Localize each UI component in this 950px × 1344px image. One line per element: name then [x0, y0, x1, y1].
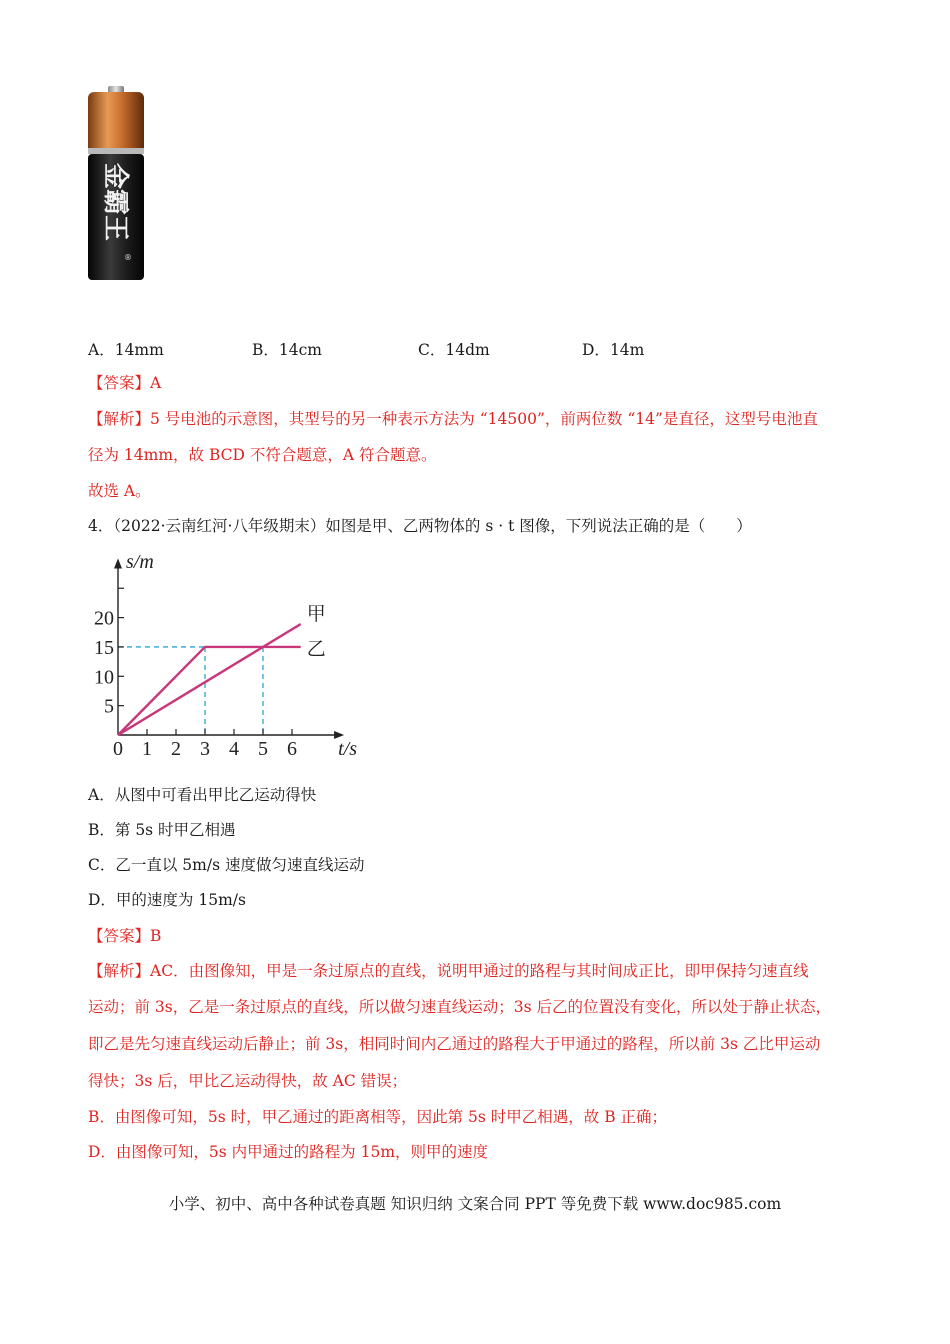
- q3-answer: 【答案】A: [88, 374, 162, 392]
- q3-analysis-line-3: 故选 A。: [88, 482, 151, 500]
- series-label-yi: 乙: [306, 637, 326, 660]
- x-axis-label: t/s: [338, 738, 358, 760]
- q3-option-a: A．14mm: [88, 341, 164, 359]
- q4-analysis-line-5: B．由图像可知，5s 时，甲乙通过的距离相等，因此第 5s 时甲乙相遇，故 B 正确；: [88, 1108, 668, 1126]
- x-tick-label-0: 0: [113, 738, 123, 760]
- q4-analysis-line-4: 得快；3s 后，甲比乙运动得快，故 AC 错误；: [88, 1072, 408, 1090]
- page-footer: 小学、初中、高中各种试卷真题 知识归纳 文案合同 PPT 等免费下载 www.doc985.com: [168, 1195, 782, 1213]
- q3-options: [88, 338, 848, 358]
- battery-image: [86, 86, 146, 282]
- y-tick-label-5: 5: [104, 695, 114, 718]
- q4-answer: 【答案】B: [88, 927, 162, 945]
- q3-option-c: C．14dm: [418, 341, 490, 359]
- q4-option-b: B．第 5s 时甲乙相遇: [88, 821, 236, 839]
- q4-option-c: C．乙一直以 5m/s 速度做匀速直线运动: [88, 856, 365, 874]
- q4-option-d: D．甲的速度为 15m/s: [88, 891, 246, 909]
- series-line-jia: [118, 624, 301, 735]
- q3-option-b: B．14cm: [252, 341, 322, 359]
- x-tick-label-4: 4: [229, 738, 239, 760]
- battery-brand-text: 金霸王: [100, 162, 130, 242]
- q3-analysis-line-2: 径为 14mm，故 BCD 不符合题意，A 符合题意。: [88, 446, 437, 464]
- s-t-chart: [86, 542, 386, 774]
- q4-analysis-line-6: D．由图像可知，5s 内甲通过的路程为 15m，则甲的速度: [88, 1143, 489, 1161]
- q4-stem: 4．（2022·云南红河·八年级期末）如图是甲、乙两物体的 s · t 图像，下列说法正确的是（ ）: [88, 517, 752, 535]
- q4-analysis-line-3: 即乙是先匀速直线运动后静止；前 3s，相同时间内乙通过的路程大于甲通过的路程，所以前 3s 乙比甲运动: [88, 1035, 821, 1053]
- y-axis-arrow: [114, 559, 122, 569]
- series-line-yi: [118, 647, 301, 735]
- y-axis-label: s/m: [126, 551, 154, 573]
- x-tick-label-1: 1: [142, 738, 152, 760]
- y-tick-label-10: 10: [94, 666, 114, 689]
- x-tick-label-3: 3: [200, 738, 210, 760]
- q3-option-d: D．14m: [582, 341, 645, 359]
- x-tick-label-2: 2: [171, 738, 181, 760]
- q4-analysis-line-1: 【解析】AC．由图像知，甲是一条过原点的直线，说明甲通过的路程与其时间成正比，即甲保持匀速直线: [88, 962, 809, 980]
- q3-analysis-line-1: 【解析】5 号电池的示意图，其型号的另一种表示方法为 “14500”，前两位数 “14”是直径，这型号电池直: [88, 410, 818, 428]
- y-tick-label-15: 15: [94, 636, 114, 659]
- x-tick-label-6: 6: [287, 738, 297, 760]
- battery-registered-mark: ®: [124, 253, 132, 262]
- q4-option-a: A．从图中可看出甲比乙运动得快: [88, 786, 317, 804]
- y-tick-label-20: 20: [94, 607, 114, 630]
- series-label-jia: 甲: [306, 603, 326, 626]
- x-tick-label-5: 5: [258, 738, 268, 760]
- q4-analysis-line-2: 运动；前 3s，乙是一条过原点的直线，所以做匀速直线运动；3s 后乙的位置没有变化，所以处于静止状态，: [88, 998, 831, 1016]
